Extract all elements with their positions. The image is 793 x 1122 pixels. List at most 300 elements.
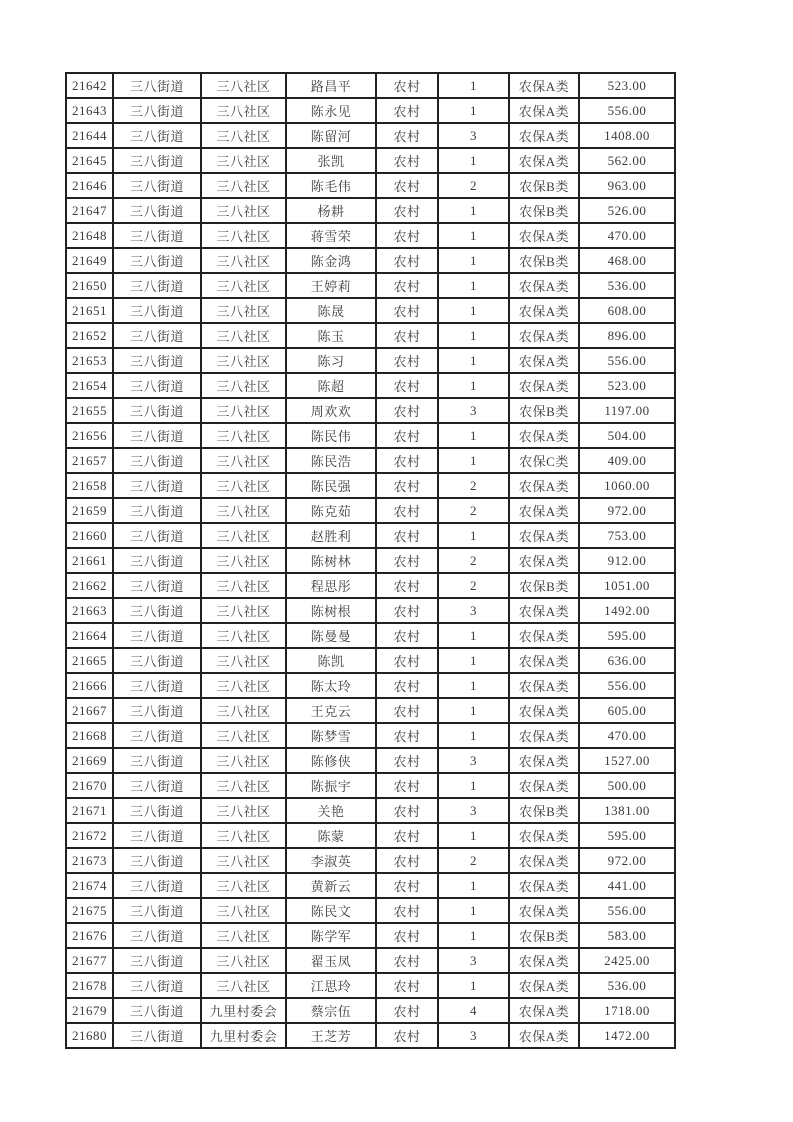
insurance-category-cell: 农保A类 — [509, 73, 579, 98]
amount-cell: 1492.00 — [579, 598, 675, 623]
amount-cell: 636.00 — [579, 648, 675, 673]
person-name-cell: 王克云 — [286, 698, 376, 723]
person-count-cell: 2 — [438, 498, 509, 523]
street-cell: 三八街道 — [113, 148, 201, 173]
residence-type-cell: 农村 — [376, 823, 438, 848]
person-count-cell: 1 — [438, 698, 509, 723]
record-id-cell: 21679 — [66, 998, 113, 1023]
table-row — [66, 98, 675, 123]
person-count-cell: 3 — [438, 123, 509, 148]
amount-cell: 595.00 — [579, 823, 675, 848]
table-row — [66, 148, 675, 173]
record-id-cell: 21673 — [66, 848, 113, 873]
residence-type-cell: 农村 — [376, 123, 438, 148]
person-count-cell: 1 — [438, 898, 509, 923]
person-count-cell: 1 — [438, 73, 509, 98]
residence-type-cell: 农村 — [376, 448, 438, 473]
person-name-cell: 蒋雪荣 — [286, 223, 376, 248]
person-name-cell: 陈民浩 — [286, 448, 376, 473]
insurance-category-cell: 农保A类 — [509, 723, 579, 748]
street-cell: 三八街道 — [113, 623, 201, 648]
residence-type-cell: 农村 — [376, 598, 438, 623]
amount-cell: 504.00 — [579, 423, 675, 448]
residence-type-cell: 农村 — [376, 73, 438, 98]
person-name-cell: 李淑英 — [286, 848, 376, 873]
record-id-cell: 21648 — [66, 223, 113, 248]
person-name-cell: 陈习 — [286, 348, 376, 373]
person-name-cell: 程思彤 — [286, 573, 376, 598]
table-row — [66, 773, 675, 798]
person-name-cell: 陈民伟 — [286, 423, 376, 448]
community-cell: 三八社区 — [201, 523, 286, 548]
amount-cell: 1472.00 — [579, 1023, 675, 1048]
amount-cell: 1197.00 — [579, 398, 675, 423]
amount-cell: 556.00 — [579, 898, 675, 923]
residence-type-cell: 农村 — [376, 248, 438, 273]
residence-type-cell: 农村 — [376, 873, 438, 898]
person-count-cell: 1 — [438, 373, 509, 398]
person-count-cell: 1 — [438, 98, 509, 123]
residence-type-cell: 农村 — [376, 198, 438, 223]
community-cell: 三八社区 — [201, 948, 286, 973]
street-cell: 三八街道 — [113, 248, 201, 273]
residence-type-cell: 农村 — [376, 948, 438, 973]
insurance-category-cell: 农保B类 — [509, 923, 579, 948]
table-row — [66, 973, 675, 998]
residence-type-cell: 农村 — [376, 973, 438, 998]
person-name-cell: 陈树根 — [286, 598, 376, 623]
record-id-cell: 21671 — [66, 798, 113, 823]
amount-cell: 536.00 — [579, 273, 675, 298]
community-cell: 三八社区 — [201, 448, 286, 473]
insurance-category-cell: 农保B类 — [509, 248, 579, 273]
record-id-cell: 21657 — [66, 448, 113, 473]
community-cell: 三八社区 — [201, 298, 286, 323]
community-cell: 三八社区 — [201, 623, 286, 648]
community-cell: 三八社区 — [201, 373, 286, 398]
person-count-cell: 1 — [438, 223, 509, 248]
residence-type-cell: 农村 — [376, 773, 438, 798]
insurance-category-cell: 农保A类 — [509, 298, 579, 323]
insurance-category-cell: 农保A类 — [509, 873, 579, 898]
insurance-category-cell: 农保A类 — [509, 148, 579, 173]
amount-cell: 1527.00 — [579, 748, 675, 773]
street-cell: 三八街道 — [113, 448, 201, 473]
residence-type-cell: 农村 — [376, 623, 438, 648]
person-name-cell: 陈学军 — [286, 923, 376, 948]
table-row — [66, 673, 675, 698]
record-id-cell: 21652 — [66, 323, 113, 348]
person-name-cell: 杨耕 — [286, 198, 376, 223]
amount-cell: 2425.00 — [579, 948, 675, 973]
street-cell: 三八街道 — [113, 898, 201, 923]
insurance-category-cell: 农保A类 — [509, 998, 579, 1023]
insurance-category-cell: 农保A类 — [509, 773, 579, 798]
amount-cell: 1718.00 — [579, 998, 675, 1023]
person-count-cell: 1 — [438, 423, 509, 448]
person-name-cell: 王婷莉 — [286, 273, 376, 298]
person-count-cell: 1 — [438, 673, 509, 698]
person-name-cell: 陈民强 — [286, 473, 376, 498]
table-row — [66, 548, 675, 573]
insurance-category-cell: 农保A类 — [509, 348, 579, 373]
insurance-category-cell: 农保A类 — [509, 1023, 579, 1048]
street-cell: 三八街道 — [113, 123, 201, 148]
community-cell: 三八社区 — [201, 98, 286, 123]
street-cell: 三八街道 — [113, 848, 201, 873]
person-name-cell: 黄新云 — [286, 873, 376, 898]
community-cell: 三八社区 — [201, 873, 286, 898]
person-count-cell: 1 — [438, 273, 509, 298]
table-row — [66, 123, 675, 148]
residence-type-cell: 农村 — [376, 148, 438, 173]
amount-cell: 1381.00 — [579, 798, 675, 823]
residence-type-cell: 农村 — [376, 898, 438, 923]
table-row — [66, 723, 675, 748]
community-cell: 三八社区 — [201, 848, 286, 873]
amount-cell: 523.00 — [579, 73, 675, 98]
table-row — [66, 873, 675, 898]
person-count-cell: 3 — [438, 398, 509, 423]
residence-type-cell: 农村 — [376, 698, 438, 723]
residence-type-cell: 农村 — [376, 223, 438, 248]
table-row — [66, 473, 675, 498]
person-count-cell: 1 — [438, 448, 509, 473]
street-cell: 三八街道 — [113, 923, 201, 948]
community-cell: 三八社区 — [201, 473, 286, 498]
residence-type-cell: 农村 — [376, 523, 438, 548]
community-cell: 三八社区 — [201, 498, 286, 523]
record-id-cell: 21654 — [66, 373, 113, 398]
record-id-cell: 21668 — [66, 723, 113, 748]
record-id-cell: 21672 — [66, 823, 113, 848]
amount-cell: 441.00 — [579, 873, 675, 898]
street-cell: 三八街道 — [113, 673, 201, 698]
person-name-cell: 陈太玲 — [286, 673, 376, 698]
street-cell: 三八街道 — [113, 798, 201, 823]
record-id-cell: 21665 — [66, 648, 113, 673]
community-cell: 三八社区 — [201, 648, 286, 673]
table-row — [66, 623, 675, 648]
record-id-cell: 21645 — [66, 148, 113, 173]
record-id-cell: 21680 — [66, 1023, 113, 1048]
street-cell: 三八街道 — [113, 948, 201, 973]
person-name-cell: 王芝芳 — [286, 1023, 376, 1048]
record-id-cell: 21678 — [66, 973, 113, 998]
insurance-category-cell: 农保A类 — [509, 323, 579, 348]
insurance-category-cell: 农保A类 — [509, 498, 579, 523]
street-cell: 三八街道 — [113, 498, 201, 523]
insurance-category-cell: 农保A类 — [509, 698, 579, 723]
record-id-cell: 21656 — [66, 423, 113, 448]
street-cell: 三八街道 — [113, 398, 201, 423]
records-table-body — [66, 73, 675, 1048]
street-cell: 三八街道 — [113, 423, 201, 448]
residence-type-cell: 农村 — [376, 323, 438, 348]
street-cell: 三八街道 — [113, 473, 201, 498]
person-name-cell: 路昌平 — [286, 73, 376, 98]
person-name-cell: 陈曼曼 — [286, 623, 376, 648]
community-cell: 三八社区 — [201, 148, 286, 173]
street-cell: 三八街道 — [113, 998, 201, 1023]
residence-type-cell: 农村 — [376, 748, 438, 773]
person-count-cell: 3 — [438, 948, 509, 973]
insurance-category-cell: 农保B类 — [509, 198, 579, 223]
table-row — [66, 1023, 675, 1048]
insurance-category-cell: 农保A类 — [509, 273, 579, 298]
table-row — [66, 198, 675, 223]
community-cell: 三八社区 — [201, 248, 286, 273]
record-id-cell: 21646 — [66, 173, 113, 198]
street-cell: 三八街道 — [113, 773, 201, 798]
residence-type-cell: 农村 — [376, 473, 438, 498]
residence-type-cell: 农村 — [376, 548, 438, 573]
person-name-cell: 蔡宗伍 — [286, 998, 376, 1023]
street-cell: 三八街道 — [113, 973, 201, 998]
residence-type-cell: 农村 — [376, 423, 438, 448]
person-count-cell: 2 — [438, 848, 509, 873]
table-row — [66, 298, 675, 323]
person-name-cell: 陈树林 — [286, 548, 376, 573]
person-count-cell: 2 — [438, 573, 509, 598]
community-cell: 三八社区 — [201, 598, 286, 623]
person-count-cell: 3 — [438, 598, 509, 623]
table-row — [66, 648, 675, 673]
residence-type-cell: 农村 — [376, 723, 438, 748]
insurance-category-cell: 农保B类 — [509, 173, 579, 198]
person-count-cell: 2 — [438, 548, 509, 573]
community-cell: 三八社区 — [201, 73, 286, 98]
community-cell: 三八社区 — [201, 348, 286, 373]
street-cell: 三八街道 — [113, 273, 201, 298]
table-row — [66, 798, 675, 823]
street-cell: 三八街道 — [113, 523, 201, 548]
residence-type-cell: 农村 — [376, 923, 438, 948]
table-row — [66, 223, 675, 248]
insurance-category-cell: 农保A类 — [509, 598, 579, 623]
table-row — [66, 173, 675, 198]
person-count-cell: 1 — [438, 648, 509, 673]
community-cell: 三八社区 — [201, 548, 286, 573]
amount-cell: 972.00 — [579, 848, 675, 873]
person-count-cell: 1 — [438, 623, 509, 648]
table-row — [66, 598, 675, 623]
person-name-cell: 陈克茹 — [286, 498, 376, 523]
person-count-cell: 2 — [438, 473, 509, 498]
insurance-category-cell: 农保A类 — [509, 373, 579, 398]
community-cell: 三八社区 — [201, 573, 286, 598]
person-count-cell: 1 — [438, 873, 509, 898]
amount-cell: 500.00 — [579, 773, 675, 798]
insurance-category-cell: 农保B类 — [509, 573, 579, 598]
insurance-category-cell: 农保A类 — [509, 98, 579, 123]
person-name-cell: 陈民文 — [286, 898, 376, 923]
amount-cell: 468.00 — [579, 248, 675, 273]
person-name-cell: 陈梦雪 — [286, 723, 376, 748]
residence-type-cell: 农村 — [376, 573, 438, 598]
residence-type-cell: 农村 — [376, 98, 438, 123]
table-row — [66, 398, 675, 423]
record-id-cell: 21676 — [66, 923, 113, 948]
table-row — [66, 448, 675, 473]
residence-type-cell: 农村 — [376, 398, 438, 423]
table-row — [66, 523, 675, 548]
community-cell: 三八社区 — [201, 398, 286, 423]
street-cell: 三八街道 — [113, 823, 201, 848]
street-cell: 三八街道 — [113, 223, 201, 248]
record-id-cell: 21667 — [66, 698, 113, 723]
table-row — [66, 323, 675, 348]
community-cell: 三八社区 — [201, 748, 286, 773]
insurance-category-cell: 农保A类 — [509, 848, 579, 873]
amount-cell: 605.00 — [579, 698, 675, 723]
street-cell: 三八街道 — [113, 748, 201, 773]
street-cell: 三八街道 — [113, 173, 201, 198]
record-id-cell: 21670 — [66, 773, 113, 798]
insurance-category-cell: 农保A类 — [509, 123, 579, 148]
residence-type-cell: 农村 — [376, 798, 438, 823]
community-cell: 三八社区 — [201, 973, 286, 998]
amount-cell: 912.00 — [579, 548, 675, 573]
record-id-cell: 21674 — [66, 873, 113, 898]
insurance-category-cell: 农保B类 — [509, 798, 579, 823]
street-cell: 三八街道 — [113, 1023, 201, 1048]
community-cell: 三八社区 — [201, 323, 286, 348]
table-row — [66, 848, 675, 873]
record-id-cell: 21675 — [66, 898, 113, 923]
community-cell: 三八社区 — [201, 698, 286, 723]
person-count-cell: 1 — [438, 198, 509, 223]
residence-type-cell: 农村 — [376, 648, 438, 673]
amount-cell: 562.00 — [579, 148, 675, 173]
community-cell: 三八社区 — [201, 723, 286, 748]
amount-cell: 1060.00 — [579, 473, 675, 498]
person-count-cell: 1 — [438, 973, 509, 998]
table-row — [66, 998, 675, 1023]
person-count-cell: 3 — [438, 748, 509, 773]
record-id-cell: 21660 — [66, 523, 113, 548]
record-id-cell: 21659 — [66, 498, 113, 523]
person-name-cell: 陈修侠 — [286, 748, 376, 773]
person-name-cell: 陈蒙 — [286, 823, 376, 848]
table-row — [66, 923, 675, 948]
table-row — [66, 373, 675, 398]
amount-cell: 753.00 — [579, 523, 675, 548]
record-id-cell: 21669 — [66, 748, 113, 773]
insurance-category-cell: 农保A类 — [509, 548, 579, 573]
amount-cell: 556.00 — [579, 98, 675, 123]
residence-type-cell: 农村 — [376, 1023, 438, 1048]
person-count-cell: 1 — [438, 523, 509, 548]
community-cell: 三八社区 — [201, 223, 286, 248]
person-name-cell: 关艳 — [286, 798, 376, 823]
insurance-category-cell: 农保A类 — [509, 673, 579, 698]
person-count-cell: 1 — [438, 823, 509, 848]
record-id-cell: 21655 — [66, 398, 113, 423]
amount-cell: 896.00 — [579, 323, 675, 348]
amount-cell: 595.00 — [579, 623, 675, 648]
person-name-cell: 陈振宇 — [286, 773, 376, 798]
amount-cell: 523.00 — [579, 373, 675, 398]
person-count-cell: 1 — [438, 773, 509, 798]
person-name-cell: 赵胜利 — [286, 523, 376, 548]
record-id-cell: 21651 — [66, 298, 113, 323]
table-row — [66, 748, 675, 773]
street-cell: 三八街道 — [113, 373, 201, 398]
insurance-category-cell: 农保A类 — [509, 423, 579, 448]
community-cell: 三八社区 — [201, 898, 286, 923]
record-id-cell: 21664 — [66, 623, 113, 648]
insurance-category-cell: 农保A类 — [509, 648, 579, 673]
table-row — [66, 248, 675, 273]
person-count-cell: 1 — [438, 723, 509, 748]
insurance-category-cell: 农保C类 — [509, 448, 579, 473]
record-id-cell: 21643 — [66, 98, 113, 123]
street-cell: 三八街道 — [113, 73, 201, 98]
table-row — [66, 948, 675, 973]
person-name-cell: 江思玲 — [286, 973, 376, 998]
residence-type-cell: 农村 — [376, 298, 438, 323]
person-name-cell: 张凯 — [286, 148, 376, 173]
table-row — [66, 698, 675, 723]
community-cell: 九里村委会 — [201, 998, 286, 1023]
record-id-cell: 21658 — [66, 473, 113, 498]
insurance-category-cell: 农保A类 — [509, 898, 579, 923]
record-id-cell: 21663 — [66, 598, 113, 623]
residence-type-cell: 农村 — [376, 998, 438, 1023]
street-cell: 三八街道 — [113, 648, 201, 673]
person-name-cell: 陈金鸿 — [286, 248, 376, 273]
table-row — [66, 273, 675, 298]
amount-cell: 556.00 — [579, 673, 675, 698]
table-row — [66, 498, 675, 523]
community-cell: 三八社区 — [201, 773, 286, 798]
insurance-category-cell: 农保A类 — [509, 523, 579, 548]
amount-cell: 1408.00 — [579, 123, 675, 148]
residence-type-cell: 农村 — [376, 673, 438, 698]
person-count-cell: 1 — [438, 348, 509, 373]
community-cell: 三八社区 — [201, 123, 286, 148]
record-id-cell: 21661 — [66, 548, 113, 573]
amount-cell: 470.00 — [579, 723, 675, 748]
amount-cell: 583.00 — [579, 923, 675, 948]
record-id-cell: 21653 — [66, 348, 113, 373]
record-id-cell: 21677 — [66, 948, 113, 973]
street-cell: 三八街道 — [113, 573, 201, 598]
person-count-cell: 1 — [438, 323, 509, 348]
residence-type-cell: 农村 — [376, 173, 438, 198]
person-name-cell: 陈留河 — [286, 123, 376, 148]
community-cell: 三八社区 — [201, 273, 286, 298]
table-row — [66, 73, 675, 98]
community-cell: 三八社区 — [201, 823, 286, 848]
table-row — [66, 573, 675, 598]
record-id-cell: 21644 — [66, 123, 113, 148]
insurance-category-cell: 农保A类 — [509, 473, 579, 498]
person-name-cell: 陈晟 — [286, 298, 376, 323]
residence-type-cell: 农村 — [376, 373, 438, 398]
amount-cell: 963.00 — [579, 173, 675, 198]
person-name-cell: 陈凯 — [286, 648, 376, 673]
person-name-cell: 陈超 — [286, 373, 376, 398]
street-cell: 三八街道 — [113, 548, 201, 573]
amount-cell: 1051.00 — [579, 573, 675, 598]
residence-type-cell: 农村 — [376, 273, 438, 298]
person-name-cell: 陈玉 — [286, 323, 376, 348]
table-row — [66, 898, 675, 923]
person-count-cell: 3 — [438, 798, 509, 823]
street-cell: 三八街道 — [113, 98, 201, 123]
